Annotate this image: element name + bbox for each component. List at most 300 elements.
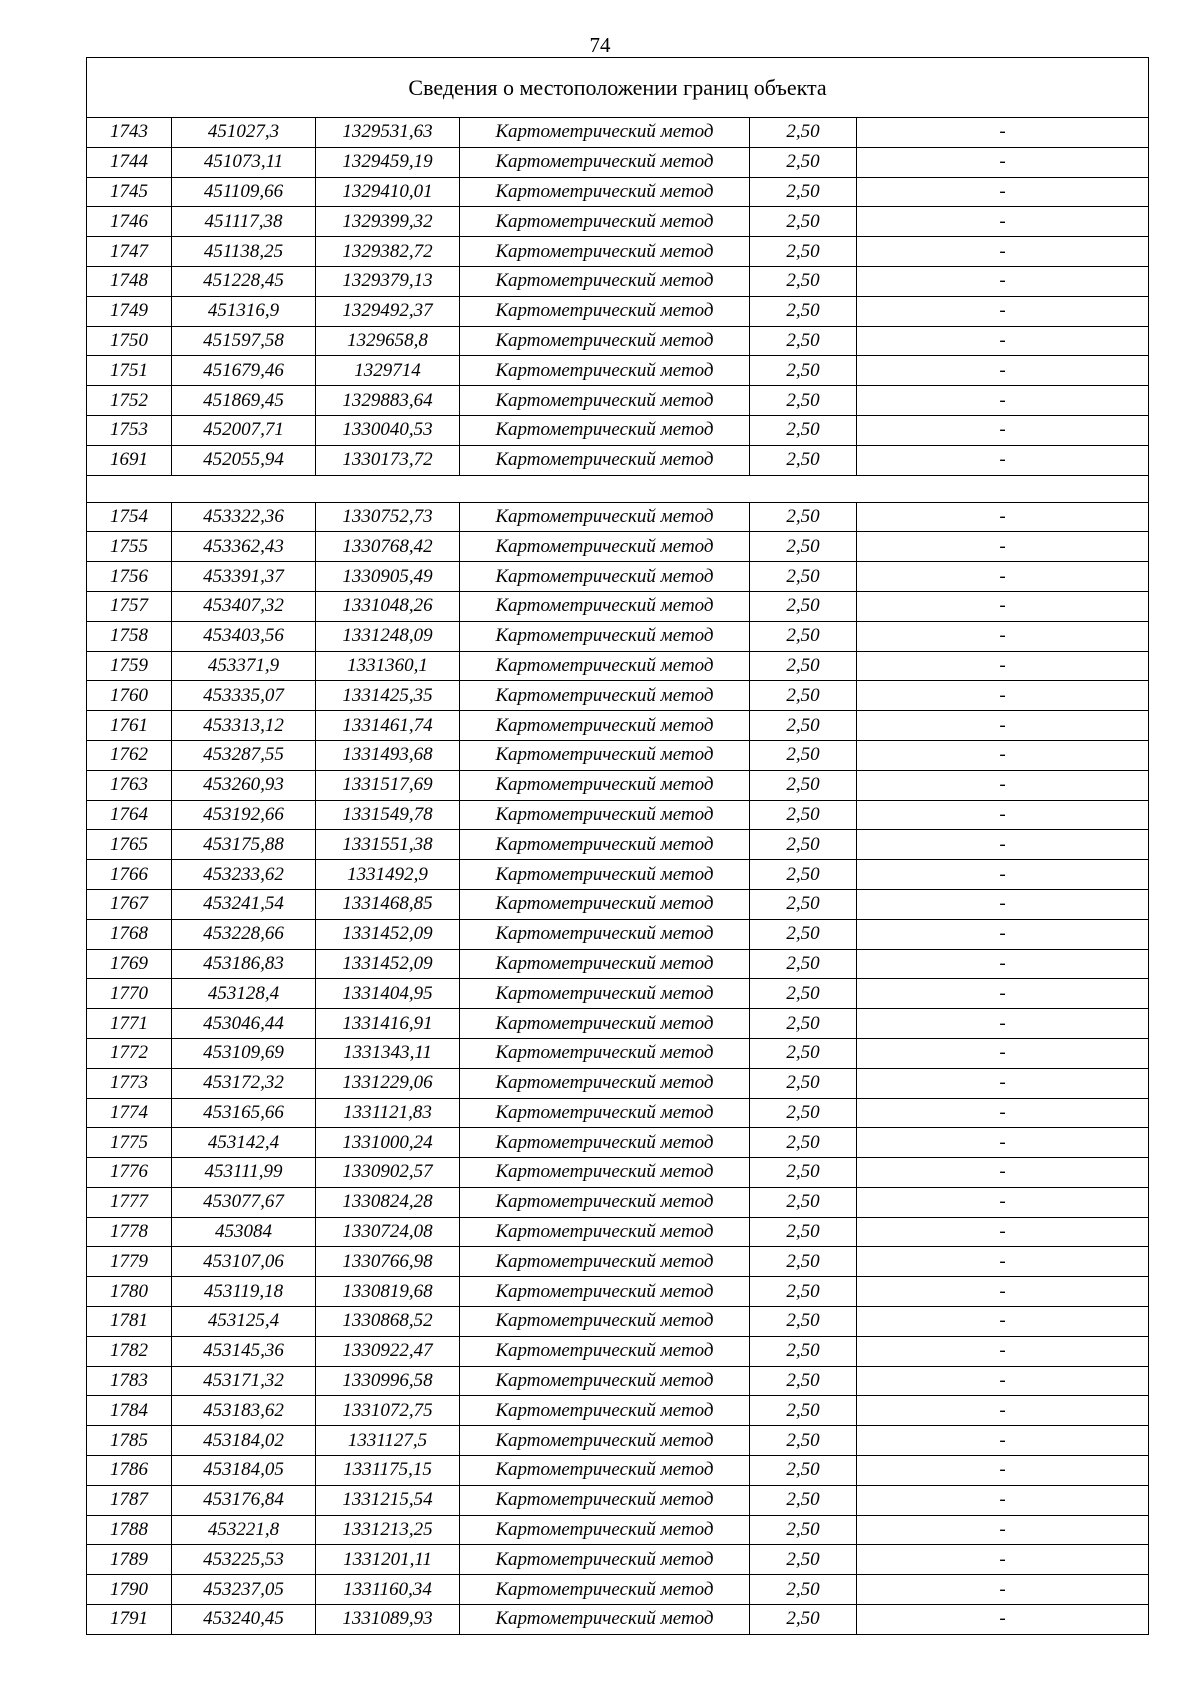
x-coordinate-cell: 453145,36 xyxy=(172,1336,316,1366)
description-cell: - xyxy=(857,562,1149,592)
y-coordinate-cell: 1331551,38 xyxy=(316,830,460,860)
table-row xyxy=(87,800,1149,830)
table-row xyxy=(87,1396,1149,1426)
x-coordinate-cell: 453165,66 xyxy=(172,1098,316,1128)
description-cell: - xyxy=(857,591,1149,621)
accuracy-cell: 2,50 xyxy=(750,1158,857,1188)
table-row xyxy=(87,532,1149,562)
x-coordinate-cell: 453225,53 xyxy=(172,1545,316,1575)
y-coordinate-cell: 1331089,93 xyxy=(316,1605,460,1635)
method-cell: Картометрический метод xyxy=(460,326,750,356)
x-coordinate-cell: 453046,44 xyxy=(172,1009,316,1039)
accuracy-cell: 2,50 xyxy=(750,1187,857,1217)
y-coordinate-cell: 1331493,68 xyxy=(316,740,460,770)
method-cell: Картометрический метод xyxy=(460,1426,750,1456)
table-row xyxy=(87,860,1149,890)
method-cell: Картометрический метод xyxy=(460,502,750,532)
table-row xyxy=(87,1277,1149,1307)
block-separator-cell xyxy=(87,475,1149,502)
y-coordinate-cell: 1331127,5 xyxy=(316,1426,460,1456)
y-coordinate-cell: 1330996,58 xyxy=(316,1366,460,1396)
method-cell: Картометрический метод xyxy=(460,711,750,741)
point-number-cell: 1756 xyxy=(87,562,172,592)
point-number-cell: 1749 xyxy=(87,296,172,326)
description-cell: - xyxy=(857,1038,1149,1068)
table-row xyxy=(87,237,1149,267)
accuracy-cell: 2,50 xyxy=(750,207,857,237)
accuracy-cell: 2,50 xyxy=(750,386,857,416)
table-row xyxy=(87,740,1149,770)
description-cell: - xyxy=(857,118,1149,148)
point-number-cell: 1789 xyxy=(87,1545,172,1575)
x-coordinate-cell: 452007,71 xyxy=(172,415,316,445)
table-row xyxy=(87,1366,1149,1396)
x-coordinate-cell: 453184,05 xyxy=(172,1456,316,1486)
method-cell: Картометрический метод xyxy=(460,207,750,237)
table-row xyxy=(87,979,1149,1009)
method-cell: Картометрический метод xyxy=(460,1485,750,1515)
description-cell: - xyxy=(857,177,1149,207)
description-cell: - xyxy=(857,532,1149,562)
method-cell: Картометрический метод xyxy=(460,415,750,445)
method-cell: Картометрический метод xyxy=(460,1128,750,1158)
y-coordinate-cell: 1329531,63 xyxy=(316,118,460,148)
point-number-cell: 1758 xyxy=(87,621,172,651)
description-cell: - xyxy=(857,266,1149,296)
table-row xyxy=(87,118,1149,148)
y-coordinate-cell: 1331492,9 xyxy=(316,860,460,890)
table-row xyxy=(87,1485,1149,1515)
point-number-cell: 1747 xyxy=(87,237,172,267)
description-cell: - xyxy=(857,711,1149,741)
point-number-cell: 1757 xyxy=(87,591,172,621)
accuracy-cell: 2,50 xyxy=(750,979,857,1009)
x-coordinate-cell: 453183,62 xyxy=(172,1396,316,1426)
point-number-cell: 1791 xyxy=(87,1605,172,1635)
accuracy-cell: 2,50 xyxy=(750,445,857,475)
accuracy-cell: 2,50 xyxy=(750,1277,857,1307)
x-coordinate-cell: 453322,36 xyxy=(172,502,316,532)
accuracy-cell: 2,50 xyxy=(750,1515,857,1545)
table-row xyxy=(87,1187,1149,1217)
description-cell: - xyxy=(857,1485,1149,1515)
point-number-cell: 1744 xyxy=(87,147,172,177)
table-row xyxy=(87,591,1149,621)
description-cell: - xyxy=(857,1247,1149,1277)
description-cell: - xyxy=(857,681,1149,711)
y-coordinate-cell: 1329382,72 xyxy=(316,237,460,267)
point-number-cell: 1746 xyxy=(87,207,172,237)
table-row xyxy=(87,711,1149,741)
method-cell: Картометрический метод xyxy=(460,445,750,475)
x-coordinate-cell: 451597,58 xyxy=(172,326,316,356)
method-cell: Картометрический метод xyxy=(460,860,750,890)
table-row xyxy=(87,1098,1149,1128)
method-cell: Картометрический метод xyxy=(460,1158,750,1188)
accuracy-cell: 2,50 xyxy=(750,1366,857,1396)
point-number-cell: 1775 xyxy=(87,1128,172,1158)
x-coordinate-cell: 451109,66 xyxy=(172,177,316,207)
x-coordinate-cell: 453371,9 xyxy=(172,651,316,681)
method-cell: Картометрический метод xyxy=(460,651,750,681)
method-cell: Картометрический метод xyxy=(460,770,750,800)
table-title: Сведения о местоположении границ объекта xyxy=(87,58,1149,118)
description-cell: - xyxy=(857,919,1149,949)
point-number-cell: 1750 xyxy=(87,326,172,356)
description-cell: - xyxy=(857,1605,1149,1635)
table-row xyxy=(87,1605,1149,1635)
accuracy-cell: 2,50 xyxy=(750,1545,857,1575)
description-cell: - xyxy=(857,860,1149,890)
point-number-cell: 1748 xyxy=(87,266,172,296)
y-coordinate-cell: 1330902,57 xyxy=(316,1158,460,1188)
y-coordinate-cell: 1329410,01 xyxy=(316,177,460,207)
y-coordinate-cell: 1331343,11 xyxy=(316,1038,460,1068)
method-cell: Картометрический метод xyxy=(460,979,750,1009)
method-cell: Картометрический метод xyxy=(460,1456,750,1486)
description-cell: - xyxy=(857,296,1149,326)
method-cell: Картометрический метод xyxy=(460,681,750,711)
description-cell: - xyxy=(857,1068,1149,1098)
point-number-cell: 1782 xyxy=(87,1336,172,1366)
accuracy-cell: 2,50 xyxy=(750,177,857,207)
method-cell: Картометрический метод xyxy=(460,949,750,979)
point-number-cell: 1778 xyxy=(87,1217,172,1247)
table-row xyxy=(87,621,1149,651)
description-cell: - xyxy=(857,621,1149,651)
accuracy-cell: 2,50 xyxy=(750,800,857,830)
accuracy-cell: 2,50 xyxy=(750,266,857,296)
x-coordinate-cell: 453335,07 xyxy=(172,681,316,711)
method-cell: Картометрический метод xyxy=(460,296,750,326)
table-row xyxy=(87,1426,1149,1456)
y-coordinate-cell: 1331452,09 xyxy=(316,919,460,949)
table-row xyxy=(87,296,1149,326)
method-cell: Картометрический метод xyxy=(460,1396,750,1426)
accuracy-cell: 2,50 xyxy=(750,532,857,562)
description-cell: - xyxy=(857,1158,1149,1188)
x-coordinate-cell: 453172,32 xyxy=(172,1068,316,1098)
accuracy-cell: 2,50 xyxy=(750,1485,857,1515)
accuracy-cell: 2,50 xyxy=(750,1068,857,1098)
table-row xyxy=(87,177,1149,207)
description-cell: - xyxy=(857,1187,1149,1217)
point-number-cell: 1754 xyxy=(87,502,172,532)
description-cell: - xyxy=(857,1545,1149,1575)
accuracy-cell: 2,50 xyxy=(750,919,857,949)
description-cell: - xyxy=(857,949,1149,979)
method-cell: Картометрический метод xyxy=(460,177,750,207)
accuracy-cell: 2,50 xyxy=(750,118,857,148)
y-coordinate-cell: 1330752,73 xyxy=(316,502,460,532)
accuracy-cell: 2,50 xyxy=(750,296,857,326)
y-coordinate-cell: 1331425,35 xyxy=(316,681,460,711)
accuracy-cell: 2,50 xyxy=(750,860,857,890)
table-row xyxy=(87,562,1149,592)
method-cell: Картометрический метод xyxy=(460,800,750,830)
accuracy-cell: 2,50 xyxy=(750,502,857,532)
y-coordinate-cell: 1331215,54 xyxy=(316,1485,460,1515)
accuracy-cell: 2,50 xyxy=(750,889,857,919)
method-cell: Картометрический метод xyxy=(460,1247,750,1277)
x-coordinate-cell: 453391,37 xyxy=(172,562,316,592)
table-row xyxy=(87,770,1149,800)
point-number-cell: 1779 xyxy=(87,1247,172,1277)
x-coordinate-cell: 453084 xyxy=(172,1217,316,1247)
y-coordinate-cell: 1331229,06 xyxy=(316,1068,460,1098)
accuracy-cell: 2,50 xyxy=(750,1396,857,1426)
method-cell: Картометрический метод xyxy=(460,532,750,562)
y-coordinate-cell: 1330868,52 xyxy=(316,1307,460,1337)
method-cell: Картометрический метод xyxy=(460,1515,750,1545)
table-row xyxy=(87,1068,1149,1098)
description-cell: - xyxy=(857,1217,1149,1247)
description-cell: - xyxy=(857,147,1149,177)
x-coordinate-cell: 453192,66 xyxy=(172,800,316,830)
table-row xyxy=(87,919,1149,949)
y-coordinate-cell: 1331213,25 xyxy=(316,1515,460,1545)
method-cell: Картометрический метод xyxy=(460,1068,750,1098)
point-number-cell: 1784 xyxy=(87,1396,172,1426)
method-cell: Картометрический метод xyxy=(460,889,750,919)
method-cell: Картометрический метод xyxy=(460,1009,750,1039)
point-number-cell: 1765 xyxy=(87,830,172,860)
y-coordinate-cell: 1329379,13 xyxy=(316,266,460,296)
accuracy-cell: 2,50 xyxy=(750,1217,857,1247)
x-coordinate-cell: 453241,54 xyxy=(172,889,316,919)
x-coordinate-cell: 451869,45 xyxy=(172,386,316,416)
table-row xyxy=(87,1336,1149,1366)
method-cell: Картометрический метод xyxy=(460,1038,750,1068)
method-cell: Картометрический метод xyxy=(460,266,750,296)
point-number-cell: 1761 xyxy=(87,711,172,741)
x-coordinate-cell: 451679,46 xyxy=(172,356,316,386)
point-number-cell: 1781 xyxy=(87,1307,172,1337)
point-number-cell: 1788 xyxy=(87,1515,172,1545)
table-row xyxy=(87,326,1149,356)
accuracy-cell: 2,50 xyxy=(750,591,857,621)
accuracy-cell: 2,50 xyxy=(750,356,857,386)
point-number-cell: 1776 xyxy=(87,1158,172,1188)
description-cell: - xyxy=(857,386,1149,416)
description-cell: - xyxy=(857,1515,1149,1545)
point-number-cell: 1766 xyxy=(87,860,172,890)
accuracy-cell: 2,50 xyxy=(750,1307,857,1337)
y-coordinate-cell: 1331175,15 xyxy=(316,1456,460,1486)
y-coordinate-cell: 1331404,95 xyxy=(316,979,460,1009)
description-cell: - xyxy=(857,800,1149,830)
x-coordinate-cell: 453077,67 xyxy=(172,1187,316,1217)
x-coordinate-cell: 453142,4 xyxy=(172,1128,316,1158)
accuracy-cell: 2,50 xyxy=(750,1336,857,1366)
x-coordinate-cell: 453287,55 xyxy=(172,740,316,770)
y-coordinate-cell: 1331201,11 xyxy=(316,1545,460,1575)
table-row xyxy=(87,1128,1149,1158)
point-number-cell: 1786 xyxy=(87,1456,172,1486)
x-coordinate-cell: 453125,4 xyxy=(172,1307,316,1337)
y-coordinate-cell: 1331452,09 xyxy=(316,949,460,979)
accuracy-cell: 2,50 xyxy=(750,740,857,770)
point-number-cell: 1755 xyxy=(87,532,172,562)
x-coordinate-cell: 451027,3 xyxy=(172,118,316,148)
y-coordinate-cell: 1329714 xyxy=(316,356,460,386)
y-coordinate-cell: 1331048,26 xyxy=(316,591,460,621)
y-coordinate-cell: 1331072,75 xyxy=(316,1396,460,1426)
accuracy-cell: 2,50 xyxy=(750,1575,857,1605)
method-cell: Картометрический метод xyxy=(460,830,750,860)
table-row xyxy=(87,502,1149,532)
description-cell: - xyxy=(857,326,1149,356)
x-coordinate-cell: 453128,4 xyxy=(172,979,316,1009)
accuracy-cell: 2,50 xyxy=(750,1098,857,1128)
accuracy-cell: 2,50 xyxy=(750,1605,857,1635)
method-cell: Картометрический метод xyxy=(460,1098,750,1128)
table-row xyxy=(87,651,1149,681)
x-coordinate-cell: 453407,32 xyxy=(172,591,316,621)
method-cell: Картометрический метод xyxy=(460,1605,750,1635)
description-cell: - xyxy=(857,1128,1149,1158)
point-number-cell: 1770 xyxy=(87,979,172,1009)
point-number-cell: 1745 xyxy=(87,177,172,207)
method-cell: Картометрический метод xyxy=(460,919,750,949)
y-coordinate-cell: 1330040,53 xyxy=(316,415,460,445)
table-row xyxy=(87,445,1149,475)
x-coordinate-cell: 451117,38 xyxy=(172,207,316,237)
boundary-coordinates-table xyxy=(86,57,1149,1635)
y-coordinate-cell: 1329658,8 xyxy=(316,326,460,356)
description-cell: - xyxy=(857,1456,1149,1486)
method-cell: Картометрический метод xyxy=(460,1187,750,1217)
y-coordinate-cell: 1329459,19 xyxy=(316,147,460,177)
method-cell: Картометрический метод xyxy=(460,621,750,651)
table-row xyxy=(87,386,1149,416)
x-coordinate-cell: 453221,8 xyxy=(172,1515,316,1545)
point-number-cell: 1768 xyxy=(87,919,172,949)
point-number-cell: 1777 xyxy=(87,1187,172,1217)
description-cell: - xyxy=(857,651,1149,681)
accuracy-cell: 2,50 xyxy=(750,1009,857,1039)
table-row xyxy=(87,147,1149,177)
method-cell: Картометрический метод xyxy=(460,1336,750,1366)
x-coordinate-cell: 453228,66 xyxy=(172,919,316,949)
method-cell: Картометрический метод xyxy=(460,1545,750,1575)
x-coordinate-cell: 453175,88 xyxy=(172,830,316,860)
description-cell: - xyxy=(857,1277,1149,1307)
accuracy-cell: 2,50 xyxy=(750,1128,857,1158)
description-cell: - xyxy=(857,1307,1149,1337)
accuracy-cell: 2,50 xyxy=(750,1247,857,1277)
table-row xyxy=(87,1217,1149,1247)
description-cell: - xyxy=(857,1426,1149,1456)
method-cell: Картометрический метод xyxy=(460,237,750,267)
table-row xyxy=(87,889,1149,919)
y-coordinate-cell: 1331468,85 xyxy=(316,889,460,919)
y-coordinate-cell: 1331000,24 xyxy=(316,1128,460,1158)
accuracy-cell: 2,50 xyxy=(750,237,857,267)
y-coordinate-cell: 1330905,49 xyxy=(316,562,460,592)
table-row xyxy=(87,1456,1149,1486)
point-number-cell: 1783 xyxy=(87,1366,172,1396)
x-coordinate-cell: 453233,62 xyxy=(172,860,316,890)
table-row xyxy=(87,830,1149,860)
accuracy-cell: 2,50 xyxy=(750,949,857,979)
y-coordinate-cell: 1331416,91 xyxy=(316,1009,460,1039)
x-coordinate-cell: 453313,12 xyxy=(172,711,316,741)
accuracy-cell: 2,50 xyxy=(750,1426,857,1456)
y-coordinate-cell: 1330766,98 xyxy=(316,1247,460,1277)
y-coordinate-cell: 1331360,1 xyxy=(316,651,460,681)
point-number-cell: 1767 xyxy=(87,889,172,919)
description-cell: - xyxy=(857,830,1149,860)
x-coordinate-cell: 451228,45 xyxy=(172,266,316,296)
y-coordinate-cell: 1330173,72 xyxy=(316,445,460,475)
description-cell: - xyxy=(857,445,1149,475)
y-coordinate-cell: 1331461,74 xyxy=(316,711,460,741)
accuracy-cell: 2,50 xyxy=(750,621,857,651)
table-row xyxy=(87,1158,1149,1188)
x-coordinate-cell: 453403,56 xyxy=(172,621,316,651)
table-row xyxy=(87,266,1149,296)
y-coordinate-cell: 1331517,69 xyxy=(316,770,460,800)
table-row xyxy=(87,1575,1149,1605)
table-row xyxy=(87,1247,1149,1277)
point-number-cell: 1763 xyxy=(87,770,172,800)
point-number-cell: 1780 xyxy=(87,1277,172,1307)
accuracy-cell: 2,50 xyxy=(750,1038,857,1068)
accuracy-cell: 2,50 xyxy=(750,147,857,177)
description-cell: - xyxy=(857,1009,1149,1039)
table-row xyxy=(87,1545,1149,1575)
table-row xyxy=(87,1307,1149,1337)
point-number-cell: 1762 xyxy=(87,740,172,770)
x-coordinate-cell: 453107,06 xyxy=(172,1247,316,1277)
description-cell: - xyxy=(857,1098,1149,1128)
method-cell: Картометрический метод xyxy=(460,1217,750,1247)
point-number-cell: 1691 xyxy=(87,445,172,475)
description-cell: - xyxy=(857,502,1149,532)
point-number-cell: 1790 xyxy=(87,1575,172,1605)
y-coordinate-cell: 1329883,64 xyxy=(316,386,460,416)
method-cell: Картометрический метод xyxy=(460,118,750,148)
method-cell: Картометрический метод xyxy=(460,591,750,621)
table-row xyxy=(87,356,1149,386)
point-number-cell: 1774 xyxy=(87,1098,172,1128)
page-number: 74 xyxy=(589,33,611,57)
description-cell: - xyxy=(857,237,1149,267)
table-row xyxy=(87,681,1149,711)
accuracy-cell: 2,50 xyxy=(750,681,857,711)
point-number-cell: 1760 xyxy=(87,681,172,711)
table-title-row xyxy=(87,58,1149,118)
point-number-cell: 1759 xyxy=(87,651,172,681)
accuracy-cell: 2,50 xyxy=(750,1456,857,1486)
x-coordinate-cell: 453171,32 xyxy=(172,1366,316,1396)
method-cell: Картометрический метод xyxy=(460,1366,750,1396)
table-row xyxy=(87,207,1149,237)
y-coordinate-cell: 1330724,08 xyxy=(316,1217,460,1247)
x-coordinate-cell: 451316,9 xyxy=(172,296,316,326)
x-coordinate-cell: 451073,11 xyxy=(172,147,316,177)
table-row xyxy=(87,1009,1149,1039)
y-coordinate-cell: 1329399,32 xyxy=(316,207,460,237)
y-coordinate-cell: 1330768,42 xyxy=(316,532,460,562)
description-cell: - xyxy=(857,889,1149,919)
table-row xyxy=(87,415,1149,445)
description-cell: - xyxy=(857,1336,1149,1366)
y-coordinate-cell: 1330819,68 xyxy=(316,1277,460,1307)
table-row xyxy=(87,1038,1149,1068)
description-cell: - xyxy=(857,979,1149,1009)
